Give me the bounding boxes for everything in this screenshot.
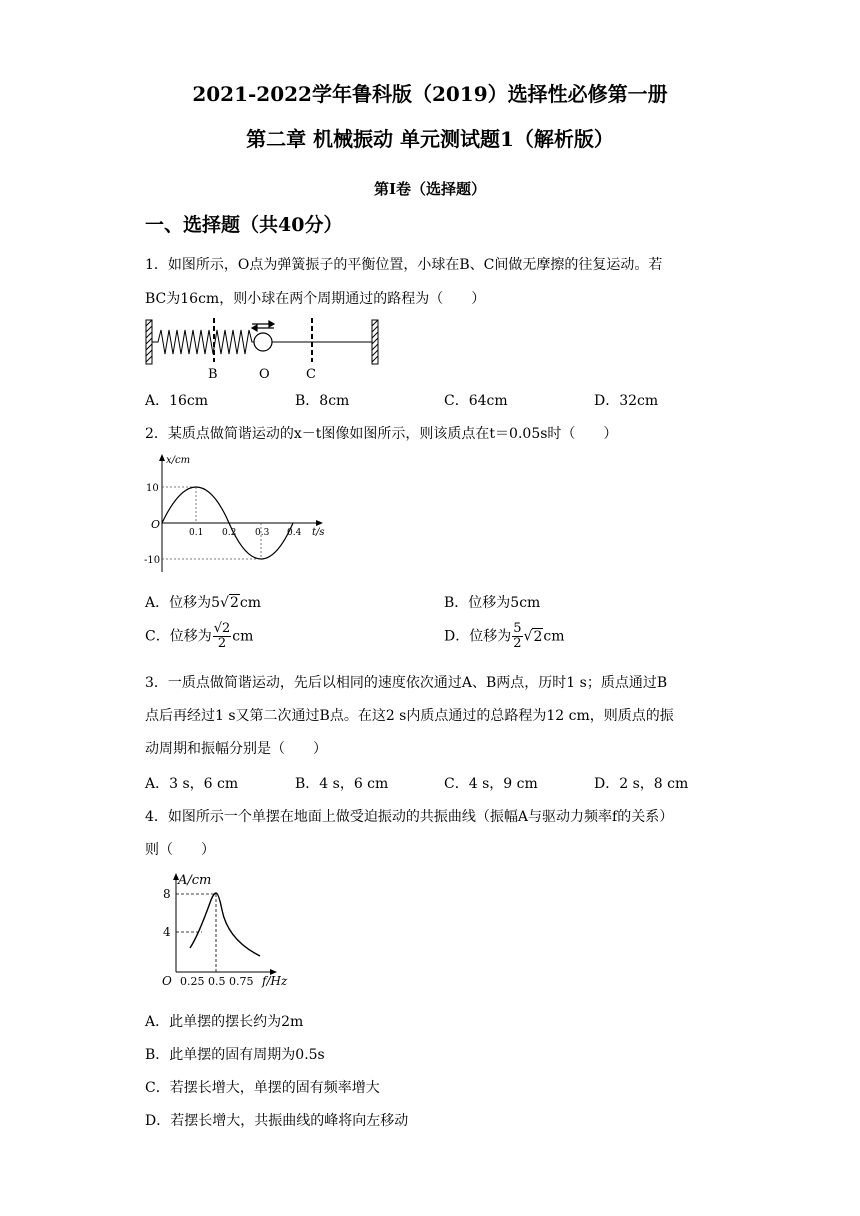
- q2-option-b[interactable]: B．位移为5cm: [444, 595, 541, 611]
- x-tick-04: 0.4: [287, 528, 302, 538]
- q2-option-d-text: D．位移为: [444, 628, 512, 645]
- q1-option-d[interactable]: D．32cm: [594, 393, 659, 409]
- q3-option-c[interactable]: C．4 s，9 cm: [444, 776, 538, 792]
- q3-stem-line2: 点后再经过1 s又第二次通过B点。在这2 s内质点通过的总路程为12 cm，则质点的振: [145, 708, 674, 724]
- q4-stem-line2: 则（ ）: [145, 842, 215, 858]
- q2-option-d-radicand: 2: [533, 628, 543, 645]
- q2-option-a-unit: cm: [239, 595, 261, 611]
- q1-option-b[interactable]: B．8cm: [295, 393, 350, 409]
- q2-option-d-unit: cm: [543, 628, 565, 645]
- fraction-numerator: 5: [513, 621, 522, 636]
- x-axis-arrow-icon: [316, 520, 323, 526]
- document-title: 2021-2022学年鲁科版（2019）选择性必修第一册: [192, 82, 668, 106]
- q2-option-d[interactable]: [444, 622, 564, 651]
- q3-stem-line3: 动周期和振幅分别是（ ）: [145, 741, 327, 757]
- q2-xt-graph: [140, 450, 340, 578]
- y-tick-neg10: -10: [144, 555, 161, 566]
- x-tick-02: 0.2: [222, 528, 237, 538]
- q2-option-c-unit: cm: [232, 628, 254, 645]
- q4-option-d[interactable]: D．若摆长增大，共振曲线的峰将向左移动: [145, 1113, 409, 1129]
- q4-stem-line1: 4．如图所示一个单摆在地面上做受迫振动的共振曲线（振幅A与驱动力频率f的关系）: [145, 809, 674, 825]
- fraction-denominator: 2: [217, 636, 227, 651]
- y-axis-label: x/cm: [166, 455, 191, 466]
- resonance-curve: [190, 893, 260, 956]
- q3-option-b[interactable]: B．4 s，6 cm: [295, 776, 389, 792]
- spring: [152, 330, 254, 354]
- q1-option-c[interactable]: C．64cm: [444, 393, 508, 409]
- q2-option-a-text: A．位移为5: [145, 595, 221, 611]
- y-axis-arrow-icon: [159, 454, 165, 461]
- q2-option-a[interactable]: [145, 592, 261, 612]
- x-axis-label: t/s: [312, 527, 325, 538]
- sqrt-icon: √: [220, 595, 229, 611]
- document-subtitle: 第二章 机械振动 单元测试题1（解析版）: [246, 127, 614, 151]
- q4-option-a[interactable]: A．此单摆的摆长约为2m: [145, 1014, 304, 1030]
- q4-option-c[interactable]: C．若摆长增大，单摆的固有频率增大: [145, 1080, 380, 1096]
- y-tick-4: 4: [163, 925, 171, 939]
- x-tick-05: 0.5: [208, 975, 226, 988]
- q1-option-a[interactable]: A．16cm: [145, 393, 209, 409]
- x-tick-075: 0.75: [229, 975, 254, 988]
- q1-spring-figure: [142, 316, 382, 382]
- fraction-denominator: 2: [513, 636, 522, 651]
- label-o: O: [259, 367, 270, 382]
- double-arrow-icon: [252, 321, 274, 331]
- x-axis-label: f/Hz: [262, 974, 288, 988]
- origin-label: O: [151, 518, 161, 531]
- q2-stem: 2．某质点做简谐运动的x－t图像如图所示，则该质点在t＝0.05s时（ ）: [145, 426, 618, 442]
- q2-option-c[interactable]: [145, 622, 253, 651]
- ball: [254, 333, 272, 351]
- fraction-numerator: √2: [213, 621, 231, 636]
- volume-heading: 第Ⅰ卷（选择题）: [373, 180, 487, 198]
- y-tick-8: 8: [163, 887, 171, 901]
- q2-option-c-text: C．位移为: [145, 628, 212, 645]
- q3-option-a[interactable]: A．3 s，6 cm: [145, 776, 239, 792]
- q4-option-b[interactable]: B．此单摆的固有周期为0.5s: [145, 1047, 325, 1063]
- sqrt-icon: √: [523, 628, 533, 645]
- label-b: B: [208, 367, 218, 382]
- y-tick-10: 10: [146, 483, 159, 494]
- y-axis-label: A/cm: [178, 873, 212, 888]
- q1-stem-line1: 1．如图所示，O点为弹簧振子的平衡位置，小球在B、C间做无摩擦的往复运动。若: [145, 257, 663, 273]
- q4-resonance-graph: [156, 870, 296, 988]
- x-tick-025: 0.25: [180, 975, 205, 988]
- q3-stem-line1: 3．一质点做简谐运动，先后以相同的速度依次通过A、B两点，历时1 s；质点通过B: [145, 675, 668, 691]
- section-heading: 一、选择题（共40分）: [145, 214, 343, 236]
- origin-label: O: [162, 974, 172, 988]
- x-tick-01: 0.1: [189, 528, 204, 538]
- q1-stem-line2: BC为16cm，则小球在两个周期通过的路程为（ ）: [145, 291, 486, 307]
- x-tick-03: 0.3: [255, 528, 270, 538]
- q2-option-d-fraction: [512, 622, 522, 651]
- q2-option-a-radicand: 2: [229, 595, 239, 611]
- q2-option-c-fraction: [213, 622, 232, 651]
- q3-option-d[interactable]: D．2 s，8 cm: [594, 776, 689, 792]
- label-c: C: [306, 367, 316, 382]
